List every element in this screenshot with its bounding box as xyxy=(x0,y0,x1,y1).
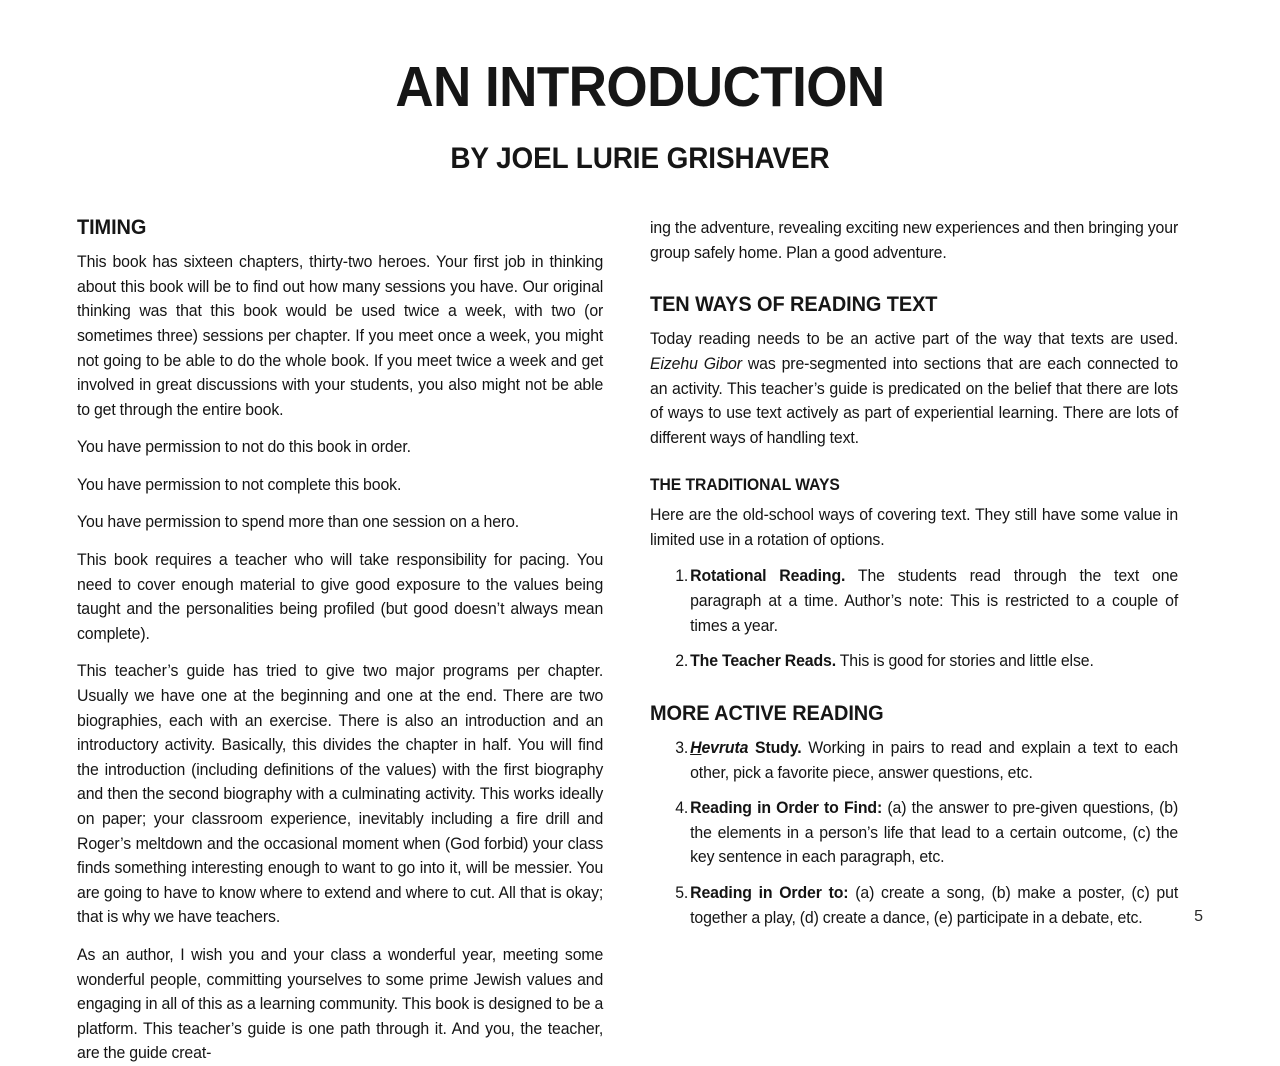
list-item xyxy=(650,736,1178,785)
list-item-text: Working in pairs to read and explain a text to each other, pick a favorite piece, answer questions, etc. xyxy=(690,737,1179,782)
traditional-ways-list xyxy=(650,564,1203,673)
paragraph: This book has sixteen chapters, thirty-two heroes. Your first job in thinking about this book will be to find out how many sessions you have. Our original thinking was that this book would be used twice a week, with two (or sometimes three) sessions per chapter. If you meet once a week, you might not going to be able to do the whole book. If you meet twice a week and get involved in great discussions with your students, you also might not be able to get through the entire book. xyxy=(77,252,604,419)
list-item-number: 3. xyxy=(675,737,689,757)
paragraph: Here are the old-school ways of covering text. They still have some value in limited use in a rotation of options. xyxy=(650,505,1179,549)
hevruta-underlined-letter: H xyxy=(690,737,702,757)
paragraph-text-before-italic: Today reading needs to be an active part of the way that texts are used. xyxy=(650,329,1179,349)
list-item xyxy=(650,564,1178,638)
list-item-text: (a) create a song, (b) make a poster, (c) put together a play, (d) create a dance, (e) participate in a debate, etc. xyxy=(690,882,1179,927)
section-heading-timing: TIMING xyxy=(77,216,147,239)
list-item-number: 4. xyxy=(675,798,689,818)
list-item-lead: The Teacher Reads. xyxy=(690,651,837,671)
paragraph: This book requires a teacher who will take responsibility for pacing. You need to cover enough material to give good exposure to the values being taught and the personalities being profiled (but good doesn’t always mean complete). xyxy=(77,550,604,643)
list-item-number: 2. xyxy=(675,651,689,671)
list-item xyxy=(650,796,1178,870)
masthead xyxy=(77,55,1203,175)
hevruta-italic-term: evruta xyxy=(701,737,749,757)
list-item-number: 1. xyxy=(675,566,689,586)
paragraph: You have permission to not complete this book. xyxy=(77,474,402,494)
continued-paragraph: ing the adventure, revealing exciting new experiences and then bringing your group safely home. Plan a good adventure. xyxy=(650,218,1179,262)
list-item-text: (a) the answer to pre-given questions, (b) the elements in a person’s life that lead to a certain outcome, (c) the key sentence in each paragraph, etc. xyxy=(690,798,1179,867)
paragraph-text-after-italic: was pre-segmented into sections that are each connected to an activity. This teacher’s guide is predicated on the belief that there are lots of ways to use text actively as part of experiential learning. There are lots of different ways of handling text. xyxy=(650,353,1179,447)
list-item-text: This is good for stories and little else. xyxy=(836,651,1094,671)
page-number: 5 xyxy=(1194,908,1203,925)
subheading-traditional-ways: THE TRADITIONAL WAYS xyxy=(650,476,840,495)
paragraph: This teacher’s guide has tried to give two major programs per chapter. Usually we have one at the beginning and one at the end. There are two biographies, each with an exercise. There is also an introduction and an introductory activity. Basically, this divides the chapter in half. You will find the introduction (including definitions of the values) with the first biography and then the second biography with a culminating activity. This works ideally on paper; your classroom experience, inevitably including a fire drill and Roger’s meltdown and the occasional moment when (God forbid) your class finds something interesting enough to want to go into it, will be messier. You are going to have to know where to extend and where to cut. All that is okay; that is why we have teachers. xyxy=(77,661,604,927)
list-item-lead: Reading in Order to: xyxy=(690,882,849,902)
list-item-lead: Reading in Order to Find: xyxy=(690,798,883,818)
section-heading-more-active-reading: MORE ACTIVE READING xyxy=(650,701,884,725)
section-heading-ten-ways: TEN WAYS OF READING TEXT xyxy=(650,293,938,317)
more-active-reading-list xyxy=(650,736,1203,930)
left-text-column xyxy=(77,216,628,1066)
list-item-lead: Rotational Reading. xyxy=(690,566,846,586)
list-item-text: The students read through the text one paragraph at a time. Author’s note: This is restricted to a couple of times a year. xyxy=(690,566,1179,635)
paragraph: You have permission to spend more than one session on a hero. xyxy=(77,512,520,532)
paragraph: As an author, I wish you and your class a wonderful year, meeting some wonderful people, committing yourselves to some prime Jewish values and engaging in all of this as a learning community. This book is designed to be a platform. This teacher’s guide is one path through it. And you, the teacher, are the guide creat- xyxy=(77,944,604,1063)
list-item-lead: Study. xyxy=(748,737,802,757)
paragraph xyxy=(650,327,1178,450)
list-item-number: 5. xyxy=(675,882,689,902)
italic-book-title: Eizehu Gibor xyxy=(650,353,742,373)
list-item xyxy=(650,649,1178,674)
paragraph: You have permission to not do this book in order. xyxy=(77,437,411,457)
list-item xyxy=(650,881,1178,930)
right-text-column xyxy=(650,216,1203,930)
author-byline: BY JOEL LURIE GRISHAVER xyxy=(450,141,830,175)
page-title: AN INTRODUCTION xyxy=(395,55,885,119)
